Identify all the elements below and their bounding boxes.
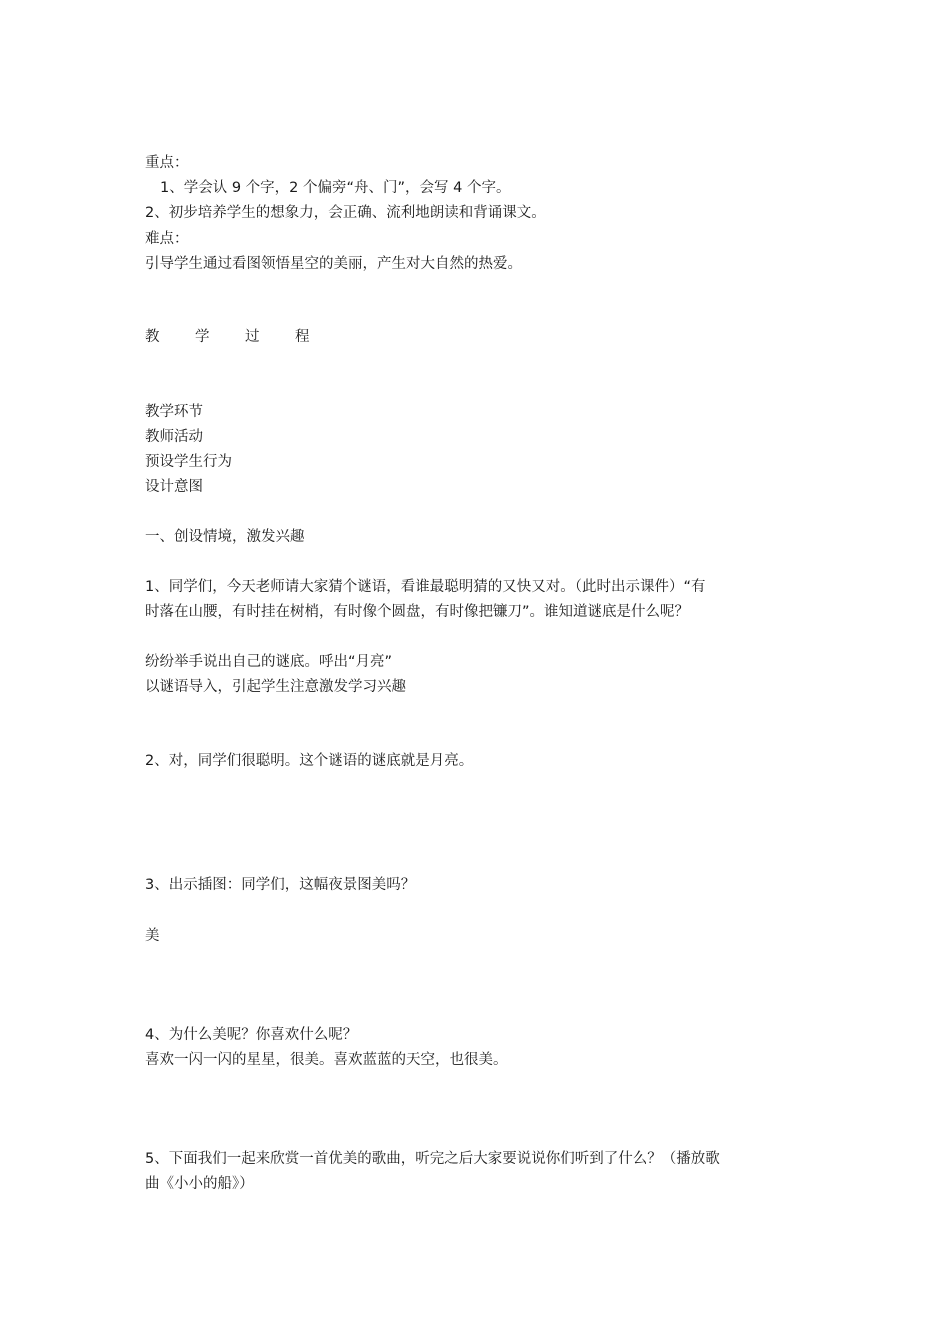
step-5-line-1: 5、下面我们一起来欣赏一首优美的歌曲，听完之后大家要说说你们听到了什么？（播放歌: [145, 1151, 720, 1167]
focus-heading: 重点：: [145, 155, 189, 171]
step-1-student: 纷纷举手说出自己的谜底。呼出“月亮”: [145, 654, 393, 670]
focus-item-1: 1、学会认 9 个字，2 个偏旁“舟、门”，会写 4 个字。: [160, 180, 511, 196]
table-header-stage: 教学环节: [145, 404, 203, 420]
process-title-char: 程: [295, 329, 310, 345]
process-title: [145, 327, 345, 347]
step-1-intent: 以谜语导入，引起学生注意激发学习兴趣: [145, 679, 406, 695]
step-3: 3、出示插图：同学们，这幅夜景图美吗？: [145, 877, 416, 893]
step-4: 4、为什么美呢？你喜欢什么呢？: [145, 1027, 358, 1043]
step-5-line-2: 曲《小小的船》）: [145, 1176, 254, 1192]
step-3-student: 美: [145, 928, 160, 944]
step-4-student: 喜欢一闪一闪的星星，很美。喜欢蓝蓝的天空，也很美。: [145, 1052, 508, 1068]
process-title-char: 学: [195, 329, 210, 345]
table-header-student: 预设学生行为: [145, 454, 232, 470]
section-title: 一、创设情境，激发兴趣: [145, 529, 305, 545]
step-1-line-1: 1、同学们，今天老师请大家猜个谜语，看谁最聪明猜的又快又对。（此时出示课件）“有: [145, 579, 706, 595]
process-title-char: 教: [145, 329, 160, 345]
focus-item-2: 2、初步培养学生的想象力，会正确、流利地朗读和背诵课文。: [145, 205, 546, 221]
step-1-line-2: 时落在山腰，有时挂在树梢，有时像个圆盘，有时像把镰刀”。谁知道谜底是什么呢？: [145, 604, 690, 620]
table-header-teacher: 教师活动: [145, 429, 203, 445]
difficulty-heading: 难点：: [145, 231, 189, 247]
table-header-intent: 设计意图: [145, 479, 203, 495]
process-title-char: 过: [245, 329, 260, 345]
step-2: 2、对，同学们很聪明。这个谜语的谜底就是月亮。: [145, 753, 474, 769]
difficulty-text: 引导学生通过看图领悟星空的美丽，产生对大自然的热爱。: [145, 256, 522, 272]
